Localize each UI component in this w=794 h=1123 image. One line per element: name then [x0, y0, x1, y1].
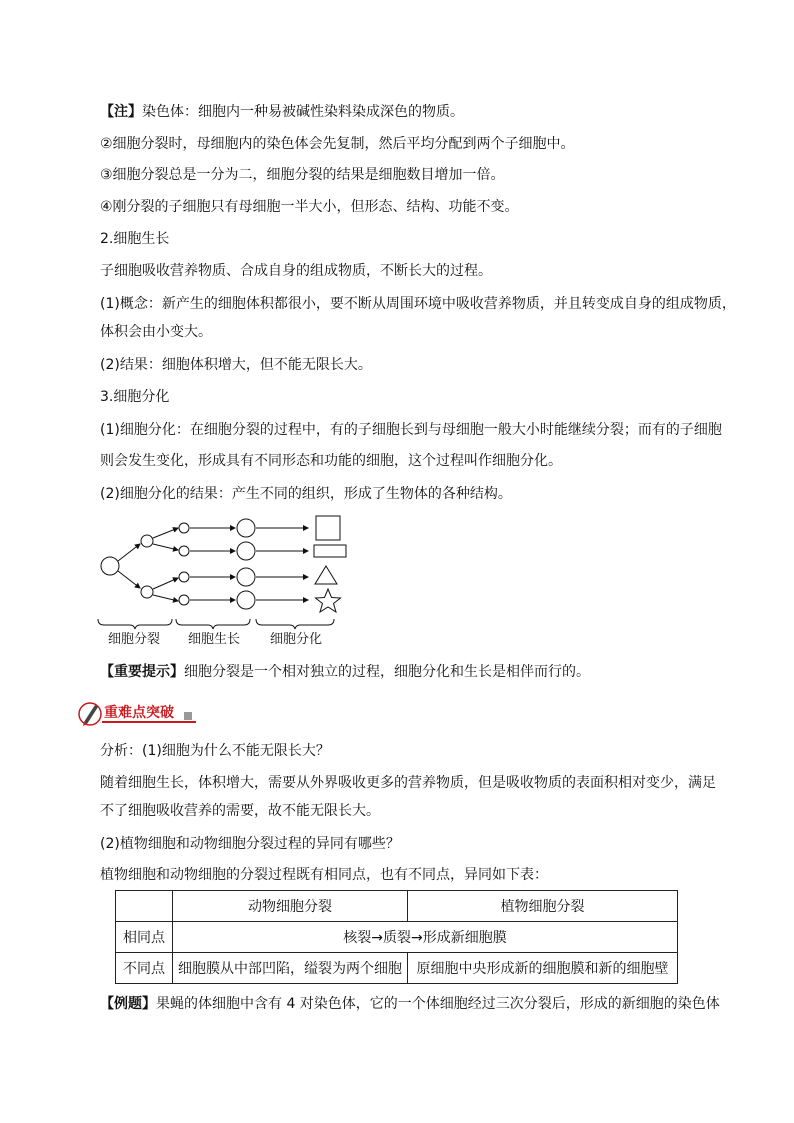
example-label: 【例题】 — [100, 996, 156, 1012]
small-cell-4 — [179, 595, 189, 605]
square-cell — [316, 516, 340, 540]
arrow-divide-up — [118, 544, 140, 561]
arrow-divide-a2 — [153, 544, 178, 550]
table-cell-same: 核裂→质裂→形成新细胞膜 — [173, 922, 678, 953]
differentiation-result: (2)细胞分化的结果：产生不同的组织，形成了生物体的各种结构。 — [100, 486, 512, 502]
table-row — [116, 953, 678, 984]
growth-concept-line1: (1)概念：新产生的细胞体积都很小，要不断从周围环境中吸收营养物质，并且转变成自身的组成物质， — [100, 296, 736, 312]
tip-line — [100, 662, 590, 682]
analysis-a1-line2: 不了细胞吸收营养的需要，故不能无限长大。 — [100, 803, 380, 819]
label-differentiation: 细胞分化 — [270, 632, 323, 647]
table-label-diff: 不同点 — [116, 953, 173, 984]
analysis-a1-line1: 随着细胞生长，体积增大，需要从外界吸收更多的营养物质，但是吸收物质的表面积相对变少，满足 — [100, 775, 716, 791]
analysis-intro: 植物细胞和动物细胞的分裂过程既有相同点，也有不同点，异同如下表： — [100, 867, 548, 883]
small-cell-3 — [179, 572, 189, 582]
table-header-animal: 动物细胞分裂 — [173, 891, 408, 922]
arrow-divide-down — [118, 571, 140, 588]
analysis-q1: 分析：(1)细胞为什么不能无限长大？ — [100, 743, 330, 759]
rectangle-cell — [314, 545, 346, 557]
daughter-cell-a — [141, 535, 153, 547]
brace-growth — [176, 619, 250, 629]
label-growth: 细胞生长 — [188, 632, 241, 647]
grown-cell-3 — [237, 568, 255, 586]
small-cell-2 — [179, 546, 189, 556]
section-title: 重难点突破 — [104, 705, 174, 721]
note-text: 染色体：细胞内一种易被碱性染料染成深色的物质。 — [142, 104, 464, 120]
example-text: 果蝇的体细胞中含有 4 对染色体，它的一个体细胞经过三次分裂后，形成的新细胞的染色体 — [156, 996, 720, 1012]
triangle-cell — [315, 566, 337, 584]
growth-definition: 子细胞吸收营养物质、合成自身的组成物质，不断长大的过程。 — [100, 263, 492, 279]
daughter-cell-b — [141, 586, 153, 598]
label-division: 细胞分裂 — [108, 632, 161, 647]
table-cell-empty — [116, 891, 173, 922]
tip-text: 细胞分裂是一个相对独立的过程，细胞分化和生长是相伴而行的。 — [184, 664, 590, 680]
grown-cell-2 — [237, 542, 255, 560]
comparison-table — [115, 890, 678, 984]
table-label-same: 相同点 — [116, 922, 173, 953]
note-line — [100, 102, 464, 122]
analysis-q2: (2)植物细胞和动物细胞分裂过程的异同有哪些？ — [100, 836, 400, 852]
arrow-divide-b2 — [153, 595, 178, 601]
note-label: 【注】 — [100, 104, 142, 120]
star-cell — [316, 589, 341, 612]
brace-division — [98, 619, 172, 629]
brace-differentiation — [256, 619, 334, 629]
note-item-2: ②细胞分裂时，母细胞内的染色体会先复制，然后平均分配到两个子细胞中。 — [100, 136, 575, 152]
grown-cell-4 — [237, 591, 255, 609]
tip-label: 【重要提示】 — [100, 664, 184, 680]
differentiation-def-line2: 则会发生变化，形成具有不同形态和功能的细胞，这个过程叫作细胞分化。 — [100, 453, 562, 469]
mother-cell — [101, 557, 119, 575]
table-header-plant: 植物细胞分裂 — [408, 891, 678, 922]
note-item-4: ④刚分裂的子细胞只有母细胞一半大小，但形态、结构、功能不变。 — [100, 199, 519, 215]
example-line — [100, 994, 720, 1014]
small-cell-1 — [179, 523, 189, 533]
growth-result: (2)结果：细胞体积增大，但不能无限长大。 — [100, 357, 372, 373]
differentiation-def-line1: (1)细胞分化：在细胞分裂的过程中，有的子细胞长到与母细胞一般大小时能继续分裂；而有的子细胞 — [100, 422, 722, 438]
differentiation-heading: 3.细胞分化 — [100, 389, 170, 405]
section-banner — [76, 698, 206, 730]
table-cell-diff-plant: 原细胞中央形成新的细胞膜和新的细胞壁 — [408, 953, 678, 984]
note-item-3: ③细胞分裂总是一分为二，细胞分裂的结果是细胞数目增加一倍。 — [100, 167, 505, 183]
table-row — [116, 922, 678, 953]
table-row — [116, 891, 678, 922]
arrow-divide-a1 — [153, 528, 178, 538]
table-cell-diff-animal: 细胞膜从中部凹陷，缢裂为两个细胞 — [173, 953, 408, 984]
arrow-divide-b1 — [153, 578, 178, 589]
growth-heading: 2.细胞生长 — [100, 231, 170, 247]
grown-cell-1 — [237, 519, 255, 537]
growth-concept-line2: 体积会由小变大。 — [100, 324, 212, 340]
